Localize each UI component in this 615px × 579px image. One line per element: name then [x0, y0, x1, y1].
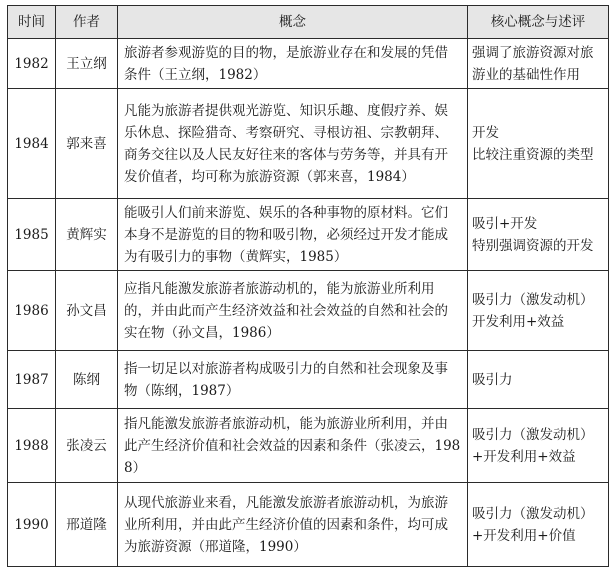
- table-row: [8, 351, 609, 409]
- core-concept-cell: 吸引力（激发动机） +开发利用+效益: [468, 409, 609, 483]
- year-cell: 1990: [8, 483, 56, 567]
- header-author: 作者: [56, 6, 118, 39]
- author-cell: 郭来喜: [56, 89, 118, 199]
- concept-cell: 应指凡能激发旅游者旅游动机的，能为旅游业所利用的，并由此而产生经济效益和社会效益的自然和社会的实在物（孙文昌，1986）: [118, 271, 468, 351]
- table-row: [8, 199, 609, 271]
- core-concept-cell: 吸引力: [468, 351, 609, 409]
- author-cell: 王立纲: [56, 39, 118, 89]
- core-concept-cell: 开发 比较注重资源的类型: [468, 89, 609, 199]
- year-cell: 1987: [8, 351, 56, 409]
- author-cell: 邢道隆: [56, 483, 118, 567]
- table-row: [8, 89, 609, 199]
- author-cell: 张凌云: [56, 409, 118, 483]
- year-cell: 1988: [8, 409, 56, 483]
- tourism-resource-concept-table: [7, 5, 609, 567]
- year-cell: 1985: [8, 199, 56, 271]
- core-concept-cell: 强调了旅游资源对旅游业的基础性作用: [468, 39, 609, 89]
- table-row: [8, 39, 609, 89]
- header-concept: 概念: [118, 6, 468, 39]
- header-year: 时间: [8, 6, 56, 39]
- concept-cell: 从现代旅游业来看，凡能激发旅游者旅游动机，为旅游业所利用，并由此产生经济价值的因素和条件，均可成为旅游资源（邢道隆，1990）: [118, 483, 468, 567]
- header-row: [8, 6, 609, 39]
- table-body: [8, 39, 609, 567]
- concept-cell: 凡能为旅游者提供观光游览、知识乐趣、度假疗养、娱乐休息、探险猎奇、考察研究、寻根访祖、宗教朝拜、商务交往以及人民友好往来的客体与劳务等，并具有开发价值者，均可称为旅游资源（郭来喜，1984）: [118, 89, 468, 199]
- table-row: [8, 483, 609, 567]
- table-header: [8, 6, 609, 39]
- author-cell: 孙文昌: [56, 271, 118, 351]
- year-cell: 1984: [8, 89, 56, 199]
- core-concept-cell: 吸引+开发 特别强调资源的开发: [468, 199, 609, 271]
- author-cell: 陈纲: [56, 351, 118, 409]
- table-row: [8, 271, 609, 351]
- concept-cell: 旅游者参观游览的目的物，是旅游业存在和发展的凭借条件（王立纲，1982）: [118, 39, 468, 89]
- concept-cell: 指凡能激发旅游者旅游动机，能为旅游业所利用，并由此产生经济价值和社会效益的因素和条件（张凌云，1988）: [118, 409, 468, 483]
- table-row: [8, 409, 609, 483]
- author-cell: 黄辉实: [56, 199, 118, 271]
- year-cell: 1982: [8, 39, 56, 89]
- core-concept-cell: 吸引力（激发动机） +开发利用+价值: [468, 483, 609, 567]
- core-concept-cell: 吸引力（激发动机） 开发利用+效益: [468, 271, 609, 351]
- concept-cell: 能吸引人们前来游览、娱乐的各种事物的原材料。它们本身不是游览的目的物和吸引物，必须经过开发才能成为有吸引力的事物（黄辉实，1985）: [118, 199, 468, 271]
- year-cell: 1986: [8, 271, 56, 351]
- concept-cell: 指一切足以对旅游者构成吸引力的自然和社会现象及事物（陈纲，1987）: [118, 351, 468, 409]
- header-core-concept: 核心概念与述评: [468, 6, 609, 39]
